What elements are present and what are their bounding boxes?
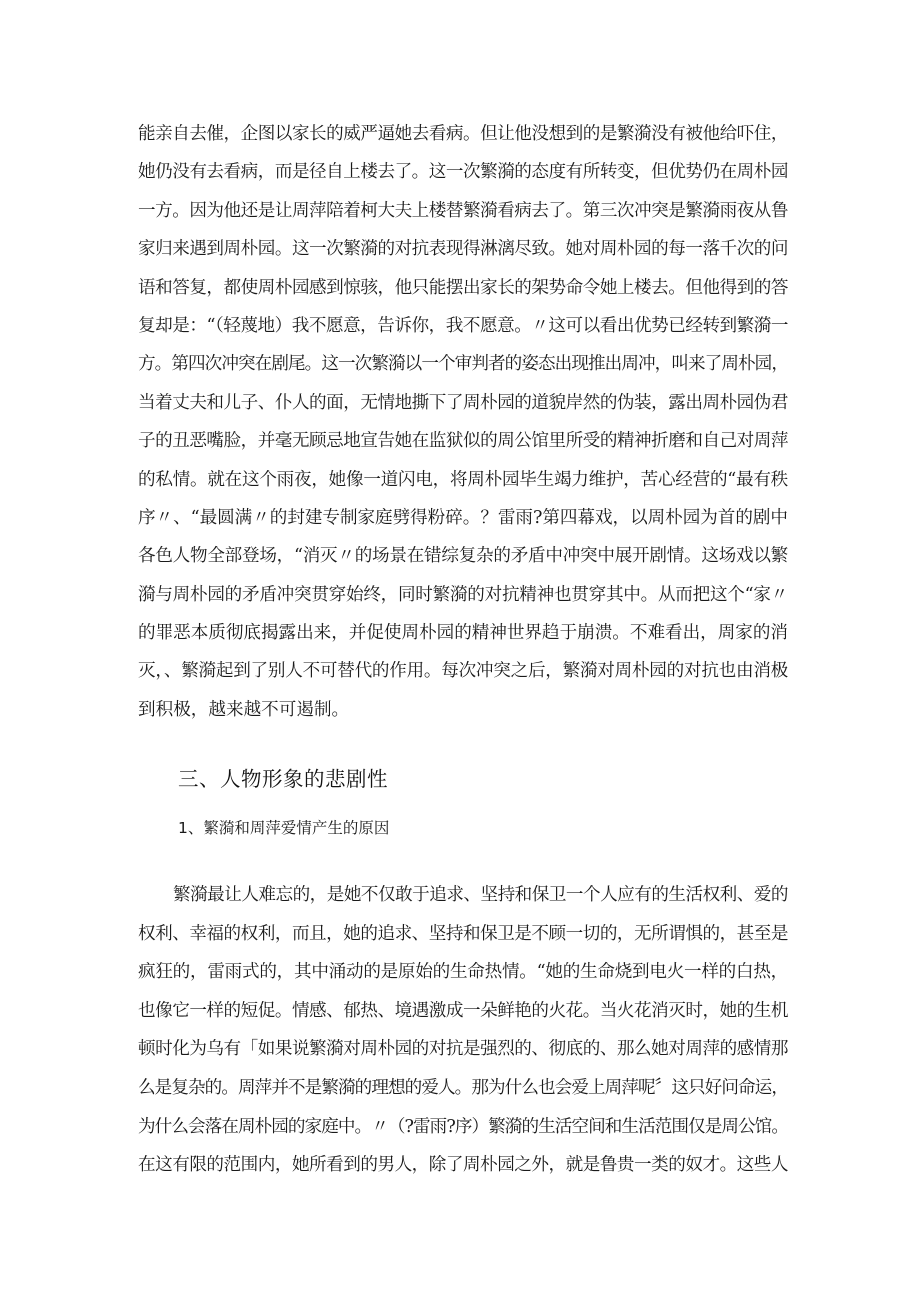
text-line: 漪与周朴园的矛盾冲突贯穿始终，同时繁漪的对抗精神也贯穿其中。从而把这个“家〃 [138, 584, 788, 605]
sub-heading: 1、繁漪和周萍爱情产生的原因 [178, 819, 390, 837]
text-line: 序〃、“最圆满〃的封建专制家庭劈得粉碎。？雷雨?第四幕戏，以周朴园为首的剧中 [138, 507, 788, 528]
text-line: 为什么会落在周朴园的家庭中。〃（?雷雨?序）繁漪的生活空间和生活范围仅是周公馆。 [138, 1116, 788, 1137]
text-line: 也像它一样的短促。情感、郁热、境遇激成一朵鲜艳的火花。当火花消灭时，她的生机 [138, 1000, 788, 1021]
body-paragraph [138, 115, 788, 729]
text-line: 方。第四次冲突在剧尾。这一次繁漪以一个审判者的姿态出现推出周冲，叫来了周朴园， [138, 354, 788, 375]
text-line: 的私情。就在这个雨夜，她像一道闪电，将周朴园毕生竭力维护，苦心经营的“最有秩 [138, 469, 788, 490]
text-line: 复却是：“（轻蔑地）我不愿意，告诉你，我不愿意。〃这可以看出优势已经转到繁漪一 [138, 315, 788, 336]
text-line: 灭，、繁漪起到了别人不可替代的作用。每次冲突之后，繁漪对周朴园的对抗也由消极 [138, 661, 788, 682]
body-paragraph [138, 876, 788, 1185]
text-line: 一方。因为他还是让周萍陪着柯大夫上楼替繁漪看病去了。第三次冲突是繁漪雨夜从鲁 [138, 200, 788, 221]
text-line: 能亲自去催，企图以家长的威严逼她去看病。但让他没想到的是繁漪没有被他给吓住， [138, 124, 788, 144]
text-line: 繁漪最让人难忘的，是她不仅敢于追求、坚持和保卫一个人应有的生活权利、爱的 [173, 885, 788, 905]
text-line: 权利、幸福的权利，而且，她的追求、坚持和保卫是不顾一切的，无所谓惧的，甚至是 [138, 923, 788, 944]
text-line: 家归来遇到周朴园。这一次繁漪的对抗表现得淋漓尽致。她对周朴园的每一落千次的问 [138, 239, 788, 260]
text-line: 子的丑恶嘴脸，并毫无顾忌地宣告她在监狱似的周公馆里所受的精神折磨和自己对周萍 [138, 431, 788, 452]
text-line: 她仍没有去看病，而是径自上楼去了。这一次繁漪的态度有所转变，但优势仍在周朴园 [138, 162, 788, 183]
text-line: 当着丈夫和儿子、仆人的面，无情地撕下了周朴园的道貌岸然的伪装，露出周朴园伪君 [138, 392, 788, 413]
section-heading: 三、人物形象的悲剧性 [178, 767, 388, 791]
text-line: 么是复杂的。周萍并不是繁漪的理想的爱人。那为什么也会爱上周萍呢〞这只好问命运， [138, 1077, 788, 1098]
text-line: 顿时化为乌有「如果说繁漪对周朴园的对抗是强烈的、彻底的、那么她对周萍的感情那 [138, 1039, 788, 1060]
text-line: 各色人物全部登场，“消灭〃的场景在错综复杂的矛盾中冲突中展开剧情。这场戏以繁 [138, 546, 788, 567]
text-line: 在这有限的范围内，她所看到的男人，除了周朴园之外，就是鲁贵一类的奴才。这些人 [138, 1155, 788, 1176]
text-line: 语和答复，都使周朴园感到惊骇，他只能摆出家长的架势命令她上楼去。但他得到的答 [138, 277, 788, 298]
text-line: 疯狂的，雷雨式的，其中涌动的是原始的生命热情。“她的生命烧到电火一样的白热， [138, 962, 788, 983]
text-line: 的罪恶本质彻底揭露出来，并促使周朴园的精神世界趋于崩溃。不难看出，周家的消 [138, 623, 788, 644]
text-line: 到积极，越来越不可遏制。 [138, 699, 350, 720]
